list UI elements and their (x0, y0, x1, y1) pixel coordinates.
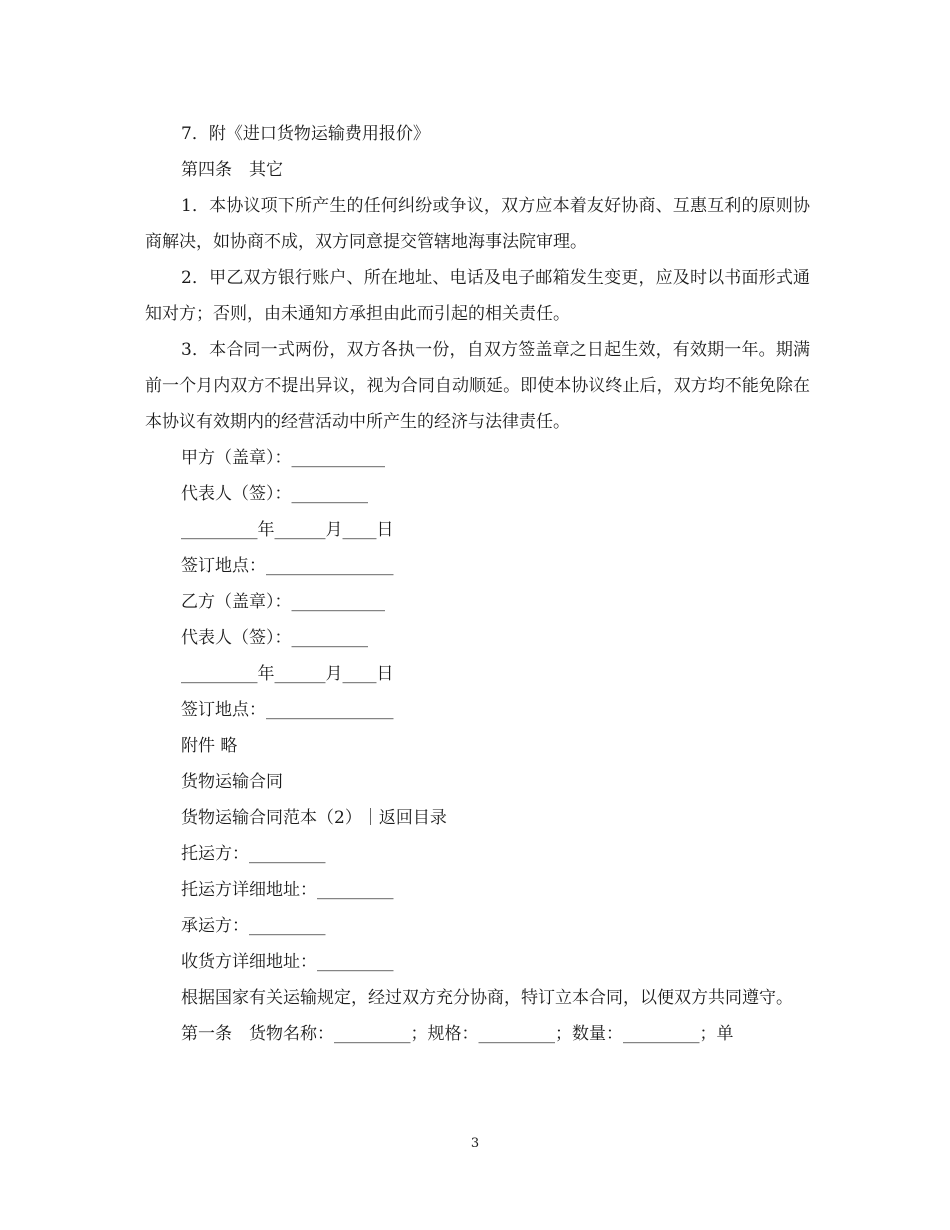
article-one-goods: 第一条 货物名称：_________；规格：_________；数量：_________；单 (181, 1024, 734, 1044)
preamble: 根据国家有关运输规定，经过双方充分协商，特订立本合同，以便双方共同遵守。 (181, 988, 793, 1008)
page-number: 3 (470, 1136, 480, 1151)
party-b-date: _________年______月____日 (181, 664, 394, 684)
party-b-seal: 乙方（盖章）：___________ (181, 592, 385, 612)
shipper-field: 托运方：_________ (181, 844, 326, 864)
clause-dispute-resolution: 1．本协议项下所产生的任何纠纷或争议，双方应本着友好协商、互惠互利的原则协商解决，如协商不成，双方同意提交管辖地海事法院审理。 (145, 196, 810, 252)
article-four-heading: 第四条 其它 (181, 160, 283, 180)
party-b-signing-place: 签订地点：_______________ (181, 700, 394, 720)
party-b-representative: 代表人（签）：_________ (181, 628, 368, 648)
template-title-with-link: 货物运输合同范本（2）｜返回目录 (181, 808, 447, 828)
carrier-field: 承运方：_________ (181, 916, 326, 936)
section-title: 货物运输合同 (181, 772, 283, 792)
clause-validity: 3．本合同一式两份，双方各执一份，自双方签盖章之日起生效，有效期一年。期满前一个月内双方不提出异议，视为合同自动顺延。即使本协议终止后，双方均不能免除在本协议有效期内的经营活动中所产生的经济与法律责任。 (145, 340, 810, 432)
attachment-note: 附件 略 (181, 736, 238, 756)
clause-attachment-quote: 7．附《进口货物运输费用报价》 (181, 124, 430, 144)
shipper-address-field: 托运方详细地址：_________ (181, 880, 394, 900)
party-a-date: _________年______月____日 (181, 520, 394, 540)
party-a-seal: 甲方（盖章）：___________ (181, 448, 385, 468)
party-a-signing-place: 签订地点：_______________ (181, 556, 394, 576)
consignee-address-field: 收货方详细地址：_________ (181, 952, 394, 972)
party-a-representative: 代表人（签）：_________ (181, 484, 368, 504)
document-body (145, 116, 810, 1052)
clause-change-notice: 2．甲乙双方银行账户、所在地址、电话及电子邮箱发生变更，应及时以书面形式通知对方；否则，由未通知方承担由此而引起的相关责任。 (145, 268, 810, 324)
